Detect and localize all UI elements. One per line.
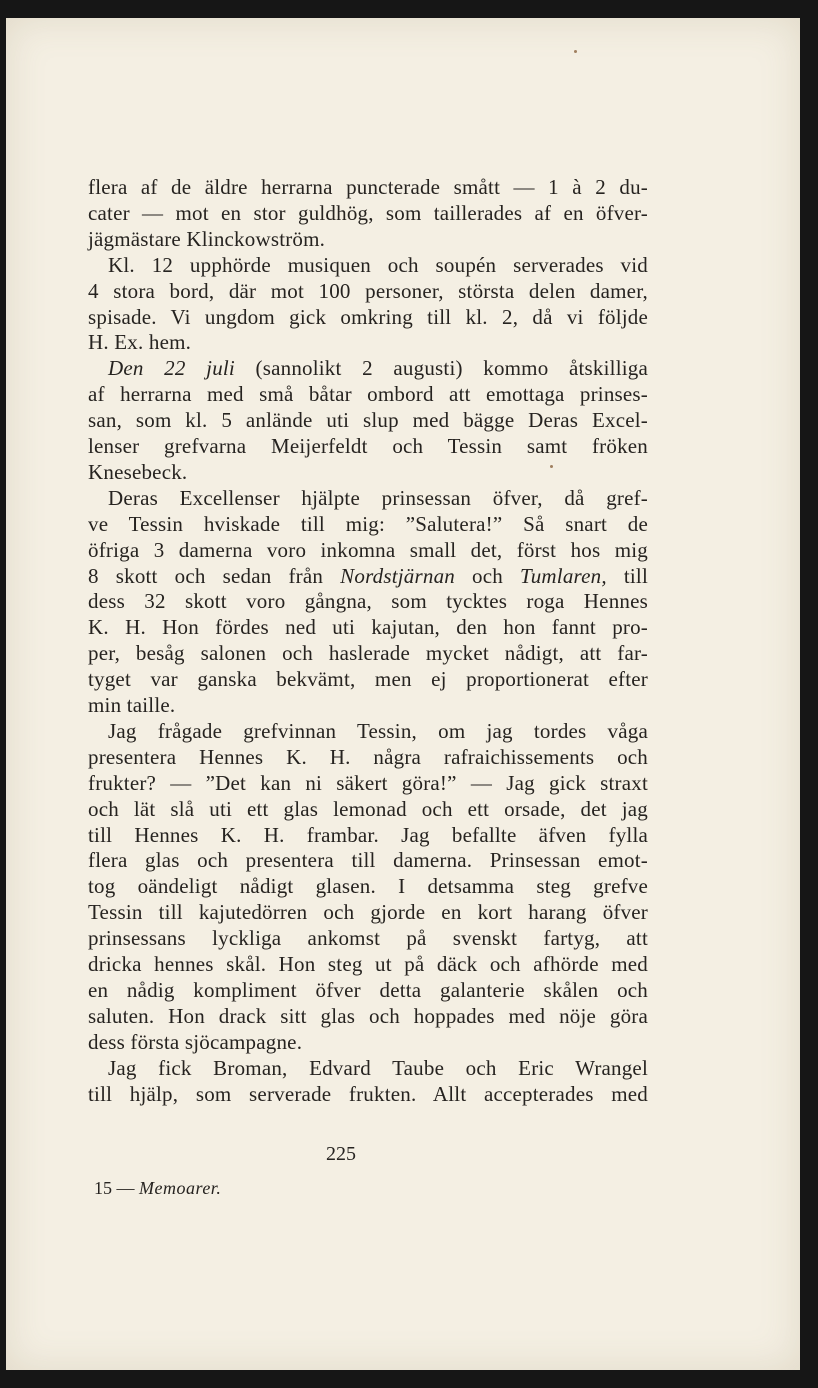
text-line (88, 822, 648, 848)
text-run: (sannolikt 2 augusti) kommo åtskilliga (234, 356, 648, 381)
text-line (88, 899, 648, 925)
text-line (88, 744, 648, 770)
text-run: lenser grefvarna Meijerfeldt och Tessin samt fröken (88, 434, 648, 458)
text-line (88, 640, 648, 666)
text-run: till (606, 563, 649, 588)
text-line (88, 1029, 648, 1055)
text-line (88, 692, 648, 718)
text-run: H. Ex. hem. (88, 330, 192, 355)
text-run: tog oändeligt nådigt glasen. I detsamma steg grefve (88, 874, 648, 899)
text-run: dess 32 skott voro gångna, som tycktes roga Hennes (88, 589, 648, 614)
text-run: spisade. Vi ungdom gick omkring till kl. 2, då vi följde (88, 304, 648, 329)
text-run: per, besåg salonen och haslerade mycket nådigt, att far- (88, 641, 648, 666)
text-line (88, 381, 648, 407)
text-line (88, 770, 648, 796)
page-number: 225 (326, 1143, 356, 1165)
text-run: ve Tessin hviskade till mig: ”Salutera!” Så snart de (88, 511, 648, 536)
text-run: jägmästare Klinckowström. (88, 226, 326, 251)
italic-text: Nordstjärnan (340, 563, 455, 588)
text-line (88, 796, 648, 822)
text-line (88, 925, 648, 951)
text-line (88, 511, 648, 537)
text-run: K. H. Hon fördes ned uti kajutan, den hon fannt pro- (88, 615, 648, 640)
printer-signature (94, 1178, 294, 1199)
text-run: tyget var ganska bekvämt, men ej proportionerat efter (88, 667, 648, 692)
text-line (88, 1055, 648, 1081)
text-line (88, 614, 648, 640)
text-line (88, 278, 648, 304)
signature-title: Memoarer. (139, 1178, 222, 1198)
text-line (88, 951, 648, 977)
text-line (88, 563, 648, 589)
text-run: Jag frågade grefvinnan Tessin, om jag tordes våga (108, 718, 648, 743)
text-run: flera glas och presentera till damerna. Prinsessan emot- (88, 848, 648, 873)
text-run: dess första sjöcampagne. (88, 1029, 303, 1054)
text-run: Tessin till kajutedörren och gjorde en kort harang öfver (88, 900, 648, 925)
text-line (88, 433, 648, 459)
text-run: presentera Hennes K. H. några rafraichissements och (88, 744, 648, 769)
text-run: prinsessans lyckliga ankomst på svenskt fartyg, att (88, 926, 648, 951)
paper-speck (550, 465, 553, 468)
text-run: min taille. (88, 693, 176, 717)
text-line (88, 847, 648, 873)
text-line (88, 537, 648, 563)
text-line (88, 1003, 648, 1029)
text-line (88, 329, 648, 355)
text-run: cater — mot en stor guldhög, som taillerades af en öfver- (88, 200, 648, 225)
text-run: Deras Excellenser hjälpte prinsessan öfver, då gref- (108, 485, 648, 510)
text-run: dricka hennes skål. Hon steg ut på däck och afhörde med (88, 952, 648, 976)
text-run: 4 stora bord, där mot 100 personer, största delen damer, (88, 278, 648, 303)
text-line (88, 200, 648, 226)
text-line (88, 304, 648, 330)
text-run: Jag fick Broman, Edvard Taube och Eric Wrangel (108, 1055, 648, 1080)
text-run: och (454, 563, 521, 588)
text-run: af herrarna med små båtar ombord att emottaga prinses- (88, 382, 648, 407)
text-line (88, 252, 648, 278)
text-run: och lät slå uti ett glas lemonad och ett orsade, det jag (88, 796, 648, 821)
text-run: frukter? — ”Det kan ni säkert göra!” — Jag gick straxt (88, 770, 648, 795)
text-run: en nådig kompliment öfver detta galanterie skålen och (88, 977, 648, 1002)
text-line (88, 718, 648, 744)
text-line (88, 355, 648, 381)
text-run: 8 skott och sedan från (88, 563, 341, 588)
text-run: saluten. Hon drack sitt glas och hoppades med nöje göra (88, 1003, 648, 1028)
text-run: öfriga 3 damerna voro inkomna small det, först hos mig (88, 537, 648, 562)
text-line (88, 174, 648, 200)
text-line (88, 485, 648, 511)
text-line (88, 459, 648, 485)
book-page (6, 18, 800, 1370)
italic-text: Den 22 juli (108, 356, 235, 381)
text-run: san, som kl. 5 anlände uti slup med bägge Deras Excel- (88, 408, 648, 433)
text-line (88, 1081, 648, 1107)
text-run: till hjälp, som serverade frukten. Allt accepterades med (88, 1081, 648, 1106)
text-line (88, 407, 648, 433)
text-run: till Hennes K. H. frambar. Jag befallte äfven fylla (88, 822, 648, 847)
paper-speck (574, 50, 577, 53)
text-line (88, 226, 648, 252)
text-run: Knesebeck. (88, 459, 188, 484)
italic-text: Tumlaren, (520, 563, 607, 588)
signature-number: 15 — (94, 1178, 139, 1198)
text-line (88, 873, 648, 899)
text-line (88, 977, 648, 1003)
text-run: flera af de äldre herrarna puncterade smått — 1 à 2 du- (88, 175, 648, 199)
text-run: Kl. 12 upphörde musiquen och soupén serverades vid (108, 252, 648, 277)
text-line (88, 666, 648, 692)
text-line (88, 588, 648, 614)
